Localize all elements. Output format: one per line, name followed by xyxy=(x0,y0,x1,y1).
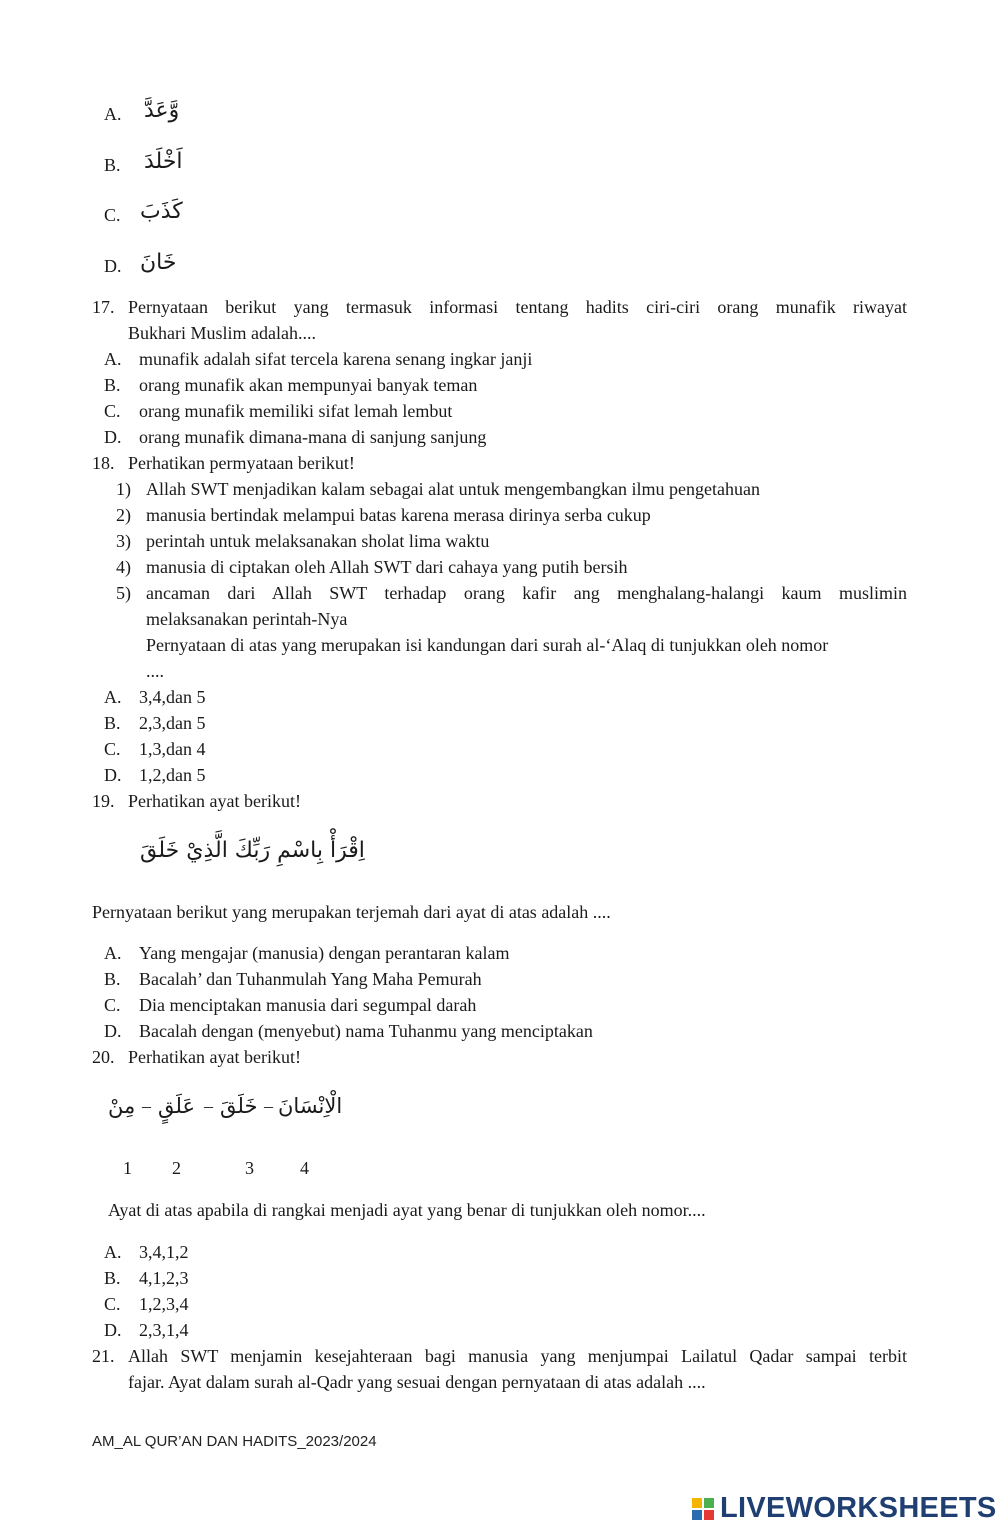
word-separator: – xyxy=(204,1096,213,1116)
option-text: Yang mengajar (manusia) dengan perantaran kalam xyxy=(139,943,510,963)
option-text: munafik adalah sifat tercela karena senang ingkar janji xyxy=(139,349,533,369)
question-prompt: Pernyataan di atas yang merupakan isi kandungan dari surah al-‘Alaq di tunjukkan oleh nomor xyxy=(146,635,829,655)
question-number: 21. xyxy=(92,1346,115,1366)
question-text: Pernyataan berikut yang termasuk informasi tentang hadits ciri-ciri orang munafik riwayat xyxy=(128,297,907,317)
statement-number: 4) xyxy=(116,557,131,577)
liveworksheets-logo-text: LIVEWORKSHEETS xyxy=(720,1492,997,1524)
option-text: 4,1,2,3 xyxy=(139,1268,189,1288)
question-prompt: .... xyxy=(146,661,164,681)
statement-text-continued: melaksanakan perintah-Nya xyxy=(146,609,348,629)
statement-text: manusia di ciptakan oleh Allah SWT dari cahaya yang putih bersih xyxy=(146,557,628,577)
q16-option-a xyxy=(104,104,122,125)
question-prompt: Pernyataan berikut yang merupakan terjemah dari ayat di atas adalah .... xyxy=(92,902,611,922)
option-letter: B. xyxy=(104,969,121,989)
statement-number: 1) xyxy=(116,479,131,499)
option-letter: B. xyxy=(104,1268,121,1288)
question-number: 19. xyxy=(92,791,115,811)
question-text: Perhatikan permyataan berikut! xyxy=(128,453,355,473)
question-text: fajar. Ayat dalam surah al-Qadr yang sesuai dengan pernyataan di atas adalah .... xyxy=(128,1372,706,1392)
option-letter: C. xyxy=(104,205,121,225)
word-number-label: 4 xyxy=(300,1158,309,1178)
option-text: 2,3,dan 5 xyxy=(139,713,206,733)
word-number-label: 3 xyxy=(245,1158,254,1178)
option-letter: A. xyxy=(104,349,122,369)
option-letter: C. xyxy=(104,401,121,421)
option-text: 2,3,1,4 xyxy=(139,1320,189,1340)
option-letter: C. xyxy=(104,1294,121,1314)
question-text: Perhatikan ayat berikut! xyxy=(128,1047,301,1067)
option-letter: D. xyxy=(104,427,122,447)
arabic-word-1: الْاِنْسَانَ xyxy=(278,1094,343,1118)
option-text: 1,3,dan 4 xyxy=(139,739,206,759)
option-text: orang munafik dimana-mana di sanjung sanjung xyxy=(139,427,487,447)
arabic-verse: اِقْرَأْ بِاسْمِ رَبِّكَ الَّذِيْ خَلَقَ xyxy=(140,838,365,863)
question-number: 20. xyxy=(92,1047,115,1067)
option-letter: C. xyxy=(104,995,121,1015)
q16-option-d xyxy=(104,256,122,277)
option-letter: B. xyxy=(104,155,121,175)
arabic-word-row xyxy=(108,1094,343,1128)
question-prompt: Ayat di atas apabila di rangkai menjadi ayat yang benar di tunjukkan oleh nomor.... xyxy=(108,1200,706,1220)
option-letter: A. xyxy=(104,687,122,707)
option-letter: D. xyxy=(104,256,122,276)
statement-text: manusia bertindak melampui batas karena merasa dirinya serba cukup xyxy=(146,505,651,525)
word-separator: – xyxy=(142,1096,151,1116)
q16-option-c-arabic: كَذَبَ xyxy=(140,199,183,224)
question-text: Bukhari Muslim adalah.... xyxy=(128,323,316,343)
option-text: 1,2,3,4 xyxy=(139,1294,189,1314)
option-letter: A. xyxy=(104,943,122,963)
question-text: Perhatikan ayat berikut! xyxy=(128,791,301,811)
page-footer: AM_AL QUR’AN DAN HADITS_2023/2024 xyxy=(92,1433,377,1450)
q16-option-b xyxy=(104,155,121,176)
statement-number: 2) xyxy=(116,505,131,525)
option-letter: D. xyxy=(104,765,122,785)
option-letter: A. xyxy=(104,1242,122,1262)
arabic-word-4: مِنْ xyxy=(108,1094,136,1118)
option-text: Bacalah’ dan Tuhanmulah Yang Maha Pemurah xyxy=(139,969,482,989)
question-text: Allah SWT menjamin kesejahteraan bagi manusia yang menjumpai Lailatul Qadar sampai terbit xyxy=(128,1346,907,1366)
statement-number: 5) xyxy=(116,583,131,603)
option-letter: C. xyxy=(104,739,121,759)
liveworksheets-logo-icon xyxy=(692,1498,716,1522)
question-number: 17. xyxy=(92,297,115,317)
statement-text: Allah SWT menjadikan kalam sebagai alat untuk mengembangkan ilmu pengetahuan xyxy=(146,479,760,499)
option-letter: B. xyxy=(104,375,121,395)
option-text: Bacalah dengan (menyebut) nama Tuhanmu yang menciptakan xyxy=(139,1021,593,1041)
q16-option-a-arabic: وَّعَدَّ xyxy=(144,98,180,123)
option-text: orang munafik akan mempunyai banyak teman xyxy=(139,375,478,395)
statement-text: perintah untuk melaksanakan sholat lima waktu xyxy=(146,531,490,551)
option-letter: D. xyxy=(104,1320,122,1340)
option-text: orang munafik memiliki sifat lemah lembut xyxy=(139,401,453,421)
q16-option-b-arabic: اَخْلَدَ xyxy=(144,149,183,174)
q16-option-c xyxy=(104,205,121,226)
word-number-label: 2 xyxy=(172,1158,181,1178)
question-number: 18. xyxy=(92,453,115,473)
statement-text: ancaman dari Allah SWT terhadap orang kafir ang menghalang-halangi kaum muslimin xyxy=(146,583,907,603)
option-letter: A. xyxy=(104,104,122,124)
arabic-word-2: خَلَقَ xyxy=(220,1094,258,1118)
option-text: 3,4,dan 5 xyxy=(139,687,206,707)
option-text: 1,2,dan 5 xyxy=(139,765,206,785)
option-text: Dia menciptakan manusia dari segumpal darah xyxy=(139,995,477,1015)
word-separator: – xyxy=(264,1096,273,1116)
option-letter: B. xyxy=(104,713,121,733)
arabic-word-3: عَلَقٍ xyxy=(158,1094,195,1118)
word-number-label: 1 xyxy=(123,1158,132,1178)
option-letter: D. xyxy=(104,1021,122,1041)
statement-number: 3) xyxy=(116,531,131,551)
q16-option-d-arabic: خَانَ xyxy=(140,250,177,275)
option-text: 3,4,1,2 xyxy=(139,1242,189,1262)
